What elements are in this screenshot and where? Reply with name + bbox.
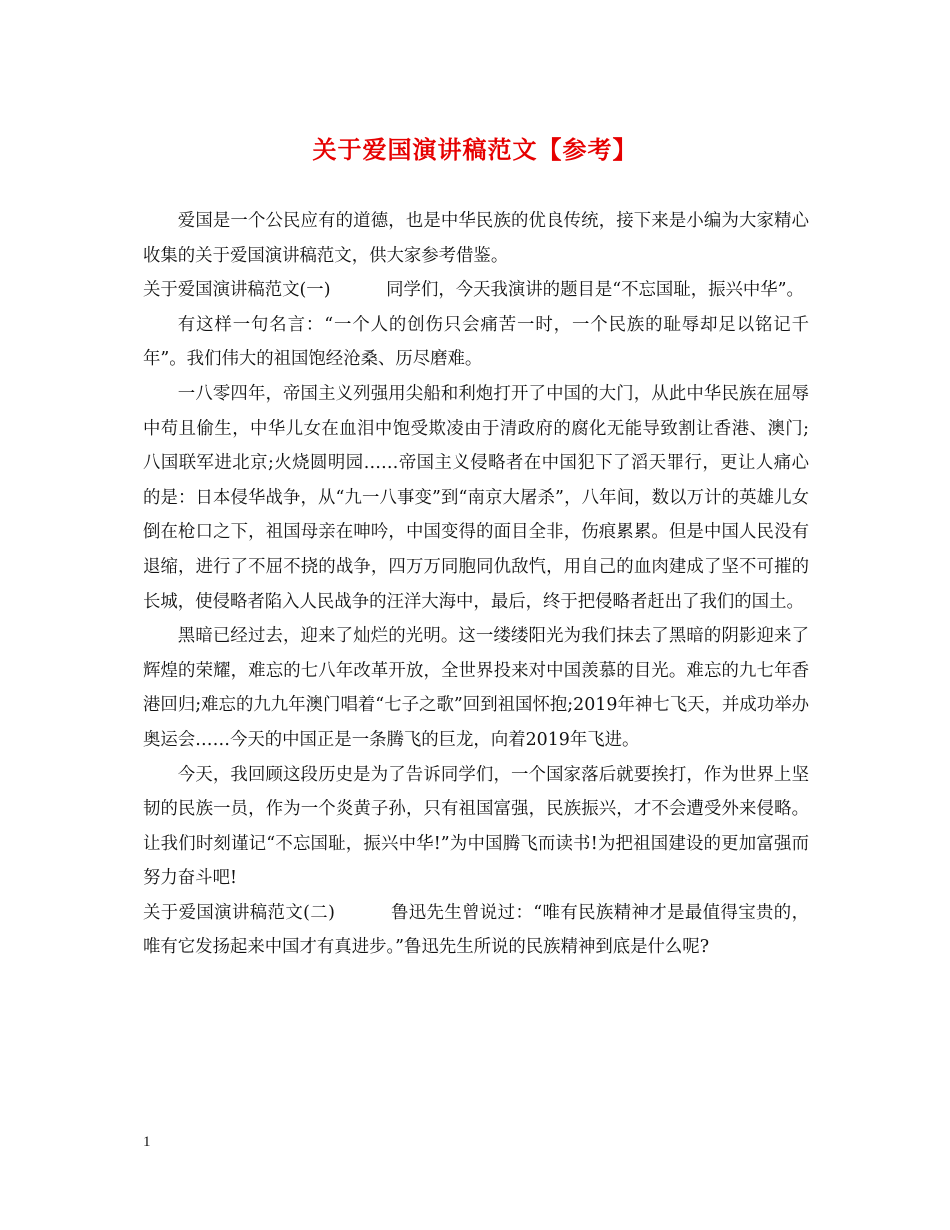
body-paragraph: 今天，我回顾这段历史是为了告诉同学们，一个国家落后就要挨打，作为世界上坚韧的民族一员，作为一个炎黄子孙，只有祖国富强，民族振兴，才不会遭受外来侵略。让我们时刻谨记“不忘国耻，振兴中华!”为中国腾飞而读书!为把祖国建设的更加富强而努力奋斗吧! — [143, 764, 809, 889]
section-2-heading: 关于爱国演讲稿范文(二) — [143, 902, 335, 923]
section-1-heading: 关于爱国演讲稿范文(一) — [143, 280, 331, 301]
section-2-paragraph — [143, 896, 809, 965]
intro-paragraph: 爱国是一个公民应有的道德，也是中华民族的优良传统，接下来是小编为大家精心收集的关于爱国演讲稿范文，供大家参考借鉴。 — [143, 211, 809, 266]
page-number: 1 — [143, 1134, 151, 1150]
body-paragraph: 有这样一句名言：“一个人的创伤只会痛苦一时，一个民族的耻辱却足以铭记千年”。我们伟大的祖国饱经沧桑、历尽磨难。 — [143, 314, 809, 370]
body-paragraph: 黑暗已经过去，迎来了灿烂的光明。这一缕缕阳光为我们抹去了黑暗的阴影迎来了辉煌的荣耀，难忘的七八年改革开放，全世界投来对中国羡慕的目光。难忘的九七年香港回归;难忘的九九年澳门唱着“七子之歌”回到祖国怀抱;2019年神七飞天，并成功举办奥运会……今天的中国正是一条腾飞的巨龙，向着2019年飞进。 — [143, 626, 809, 750]
section-2-first-text: 鲁迅先生曾说过：“唯有民族精神才是最值得宝贵的，唯有它发扬起来中国才有真进步。”鲁迅先生所说的民族精神到底是什么呢? — [143, 902, 809, 958]
document-body — [143, 204, 809, 965]
section-1-first-text: 同学们，今天我演讲的题目是“不忘国耻，振兴中华”。 — [386, 280, 804, 301]
section-1-paragraph — [143, 273, 809, 308]
body-paragraph: 一八零四年，帝国主义列强用尖船和利炮打开了中国的大门，从此中华民族在屈辱中苟且偷生，中华儿女在血泪中饱受欺凌由于清政府的腐化无能导致割让香港、澳门;八国联军进北京;火烧圆明园……帝国主义侵略者在中国犯下了滔天罪行，更让人痛心的是：日本侵华战争，从“九一八事变”到“南京大屠杀”，八年间，数以万计的英雄儿女倒在枪口之下，祖国母亲在呻吟，中国变得的面目全非，伤痕累累。但是中国人民没有退缩，进行了不屈不挠的战争，四万万同胞同仇敌忾，用自己的血肉建成了坚不可摧的长城，使侵略者陷入人民战争的汪洋大海中，最后，终于把侵略者赶出了我们的国土。 — [143, 383, 809, 612]
document-title: 关于爱国演讲稿范文【参考】 — [312, 135, 638, 164]
